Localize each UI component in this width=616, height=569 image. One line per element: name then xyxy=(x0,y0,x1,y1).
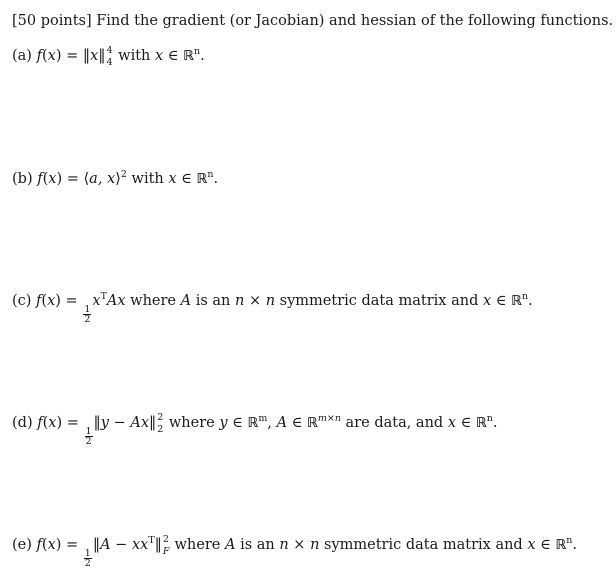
formula-c: f xyxy=(36,293,42,309)
item-text: with xyxy=(131,171,164,187)
item-text: with xyxy=(118,48,151,64)
item-label: (e) xyxy=(12,537,32,553)
item-label: (b) xyxy=(12,171,33,187)
formula-d: f xyxy=(37,415,43,431)
item-d: (d) f(x) = $\frac{1}{2}$ ‖y − Ax‖ 2 2 where y ∈ ℝ$^m$, A ∈ ℝ$^{m\times n}$ are data, and x ∈ ℝ$^n$. xyxy=(12,412,498,447)
formula-e: f xyxy=(36,537,42,553)
item-a: (a) f(x) = ‖x‖ 4 4 with x ∈ ℝ$^n$. xyxy=(12,45,205,68)
item-text: where xyxy=(168,415,215,431)
item-text: where xyxy=(130,293,177,309)
item-b: (b) f(x) = ⟨a, x⟩$^2$ with x ∈ ℝ$^n$. xyxy=(12,169,219,187)
item-label: (d) xyxy=(12,415,33,431)
formula-b: f xyxy=(37,171,43,187)
problem-intro xyxy=(12,12,613,30)
item-c: (c) f(x) = $\frac{1}{2}$ $x^TAx$ where A is an n × n symmetric data matrix and x ∈ ℝ$^n$. xyxy=(12,291,533,325)
item-label: (a) xyxy=(12,48,32,64)
item-e: (e) f(x) = $\frac{1}{2}$ ‖A − $xx^T‖$ 2 F where A is an n × n symmetric data matrix and x ∈ ℝ$^n$. xyxy=(12,534,578,569)
intro-text: [50 points] Find the gradient (or Jacobian) and hessian of the following functions. xyxy=(12,13,614,29)
formula-a: f xyxy=(36,48,42,64)
item-text: where xyxy=(174,537,221,553)
item-label: (c) xyxy=(12,293,32,309)
